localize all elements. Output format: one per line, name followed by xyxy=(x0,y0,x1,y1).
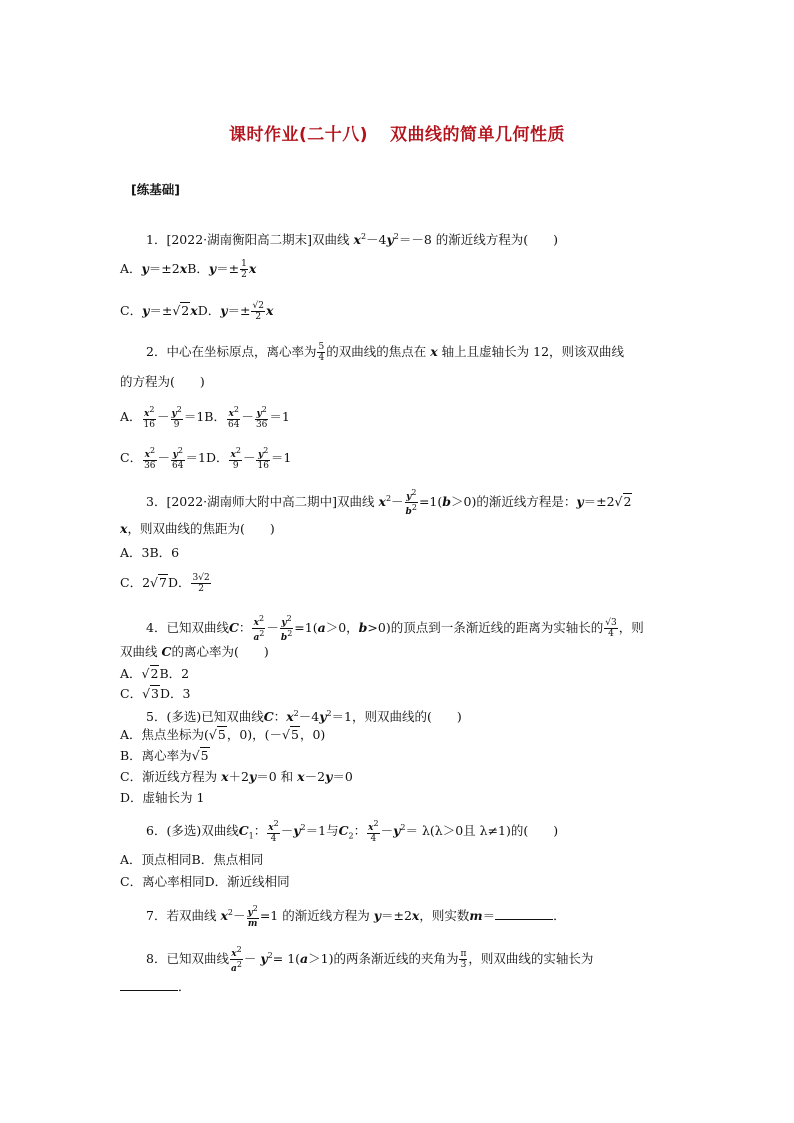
section-heading: [练基础] xyxy=(131,182,180,197)
answer-blank-8[interactable] xyxy=(120,979,178,991)
question-2-options-ab: A． $\frac{x^2}{16}$ － $\frac{y^2}{9}$ ＝1B． $\frac{x^2}{64}$ － $\frac{y^2}{36}$ ＝1 xyxy=(120,405,290,430)
question-2-options-cd: C． $\frac{x^2}{36}$ － $\frac{y^2}{64}$ ＝1D． $\frac{x^2}{9}$ － $\frac{y^2}{16}$ ＝1 xyxy=(120,446,292,471)
question-4-stem-cont: 双曲线 C的离心率为( ) xyxy=(120,644,269,659)
question-5-option-c: C．渐近线方程为 x＋2y＝0 和 x－2y＝0 xyxy=(120,769,353,784)
question-1-options-cd: C．y＝±√2xD．y＝± $\frac{√2}{2}$ x xyxy=(120,301,274,322)
question-5-option-d: D．虚轴长为 1 xyxy=(120,790,205,805)
question-3-options-ab: A．3B．6 xyxy=(120,545,180,560)
question-6-stem: 6．(多选)双曲线$C_1$： $\frac{x^2}{4}$ $-y^2=1$与$C_2$： $\frac{x^2}{4}$ $-y^2= \lambda(\lambda>0$且 λ≠1)的( ) xyxy=(146,819,559,845)
answer-blank-7[interactable] xyxy=(495,908,553,920)
question-2-stem: 2．中心在坐标原点，离心率为 $\frac{5}{4}$ 的双曲线的焦点在 x 轴上且虚轴长为 12，则该双曲线 xyxy=(146,342,625,363)
question-7-stem: 7．若双曲线 $x^2-$ $\frac{y^2}{m}$ =1 的渐近线方程为 y＝±2x，则实数m＝ ． xyxy=(146,904,566,930)
question-1-options-ab: A．y＝±2xB．y＝± $\frac{1}{2}$ x xyxy=(120,259,257,280)
page-title: 课时作业(二十八) 双曲线的简单几何性质 xyxy=(228,125,566,145)
question-2-stem-cont: 的方程为( ) xyxy=(120,374,205,389)
question-5-stem: 5．(多选)已知双曲线C：$x^2-4y^2=1$，则双曲线的( ) xyxy=(146,709,462,725)
question-6-options-ab: A．顶点相同B．焦点相同 xyxy=(120,852,264,867)
question-4-stem: 4．已知双曲线C： $\frac{x^2}{a^2}$ － $\frac{y^2}{b^2}$ =1(a＞0，b>0)的顶点到一条渐近线的距离为实轴长的 $\frac{√3}{4}$ ，则 xyxy=(146,614,644,643)
question-3-options-cd: C．2√7D． $\frac{3√2}{2}$ xyxy=(120,573,210,594)
question-8-stem-cont: ． xyxy=(120,977,191,997)
question-3-stem-cont: x，则双曲线的焦距为( ) xyxy=(120,521,275,536)
question-1-stem: 1．[2022·湖南衡阳高二期末]双曲线 $x^2-4y^2=-8$ 的渐近线方程为( ) xyxy=(146,232,559,248)
question-3-stem: 3．[2022·湖南师大附中高二期中]双曲线 $x^2-$ $\frac{y^2}{b^2}$ =1(b＞0)的渐近线方程是：y＝±2√2 xyxy=(146,488,632,517)
question-4-options-cd: C．√3D．3 xyxy=(120,686,191,701)
question-8-stem: 8．已知双曲线 $\frac{x^2}{a^2}$ － $y^2= 1(a>1)$的两条渐近线的夹角为 $\frac{\pi}{3}$ ，则双曲线的实轴长为 xyxy=(146,945,594,974)
question-5-option-b: B．离心率为√5 xyxy=(120,748,209,763)
question-6-options-cd: C．离心率相同D．渐近线相同 xyxy=(120,874,290,889)
question-4-options-ab: A．√2B．2 xyxy=(120,666,190,681)
question-5-option-a: A．焦点坐标为(√5，0)，(－√5，0) xyxy=(120,727,326,742)
